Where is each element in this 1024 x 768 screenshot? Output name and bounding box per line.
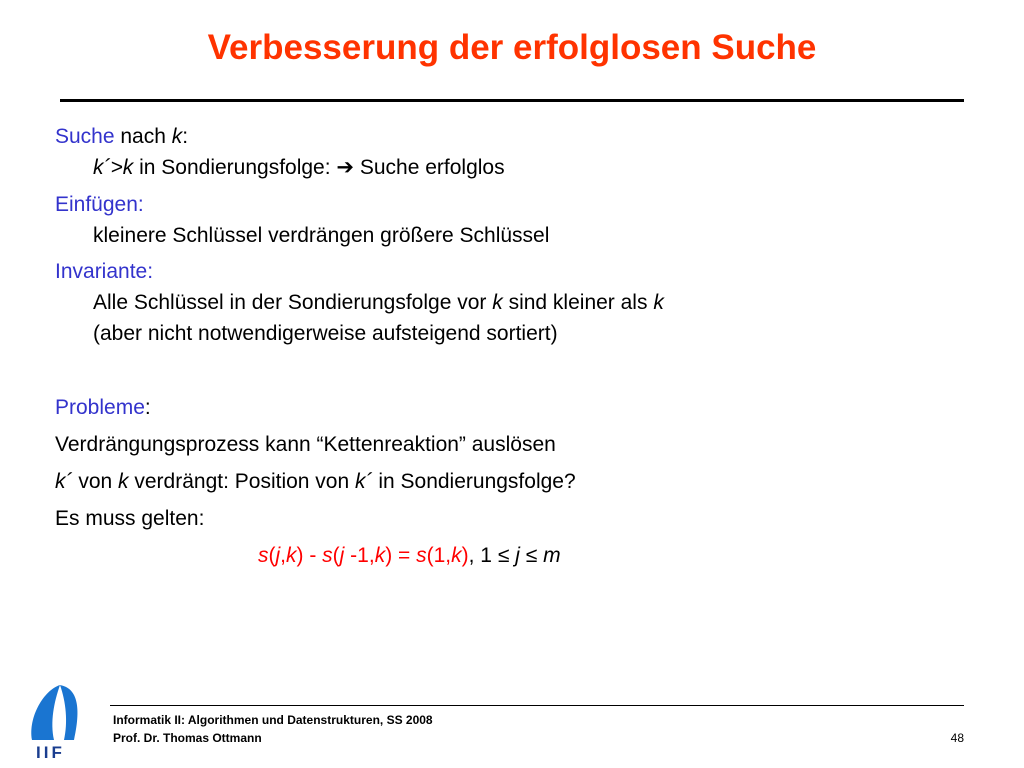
nach-text: nach [114,125,172,148]
invariante-line1 [93,290,664,316]
f-k2: k [374,544,386,567]
k-var: k [171,125,183,148]
suche-label: Suche [55,125,115,148]
p2-k2: k [118,470,129,493]
footer-divider [110,705,964,706]
p2-t3: in Sondierungsfolge? [372,470,576,493]
einfuegen-text: kleinere Schlüssel verdrängen größere Schlüssel [93,224,550,247]
einfuegen-label: Einfügen: [55,193,144,216]
inv-k2: k [653,291,664,314]
f-j3: j [515,544,520,567]
f-s2: s [322,544,333,567]
f-m: m [543,544,561,567]
f-rest2: ≤ [519,544,544,567]
suche-result-text: Suche erfolglos [354,156,505,179]
invariante-line2: (aber nicht notwendigerweise aufsteigend sortiert) [93,322,558,345]
k-compare: k´>k [93,156,134,179]
f-p6: ) [461,544,469,567]
slide-title: Verbesserung der erfolglosen Suche [207,28,817,67]
p2-k1: k´ [55,470,73,493]
probleme-label: Probleme [55,396,145,419]
page-number: 48 [950,731,964,745]
f-j1: j [275,544,281,567]
arrow-icon: ➔ [336,156,355,179]
formula [258,543,561,569]
suche-line [55,124,188,150]
f-s3: s [416,544,427,567]
probleme-colon: : [144,396,151,419]
iif-logo [24,682,104,762]
invariante-label: Invariante: [55,260,154,283]
p2-t2: verdrängt: Position von [128,470,355,493]
suche-detail-text: in Sondierungsfolge: [133,156,337,179]
formula-lhs [258,544,469,567]
inv-text1: Alle Schlüssel in der Sondierungsfolge vor [93,291,493,314]
f-s1: s [258,544,269,567]
title-divider [60,99,964,102]
f-c1: , [280,544,287,567]
probleme-line [55,395,151,421]
f-rest1: , 1 ≤ [468,544,516,567]
footer-course: Informatik II: Algorithmen und Datenstrukturen, SS 2008 [113,713,433,727]
f-j2: j [339,544,345,567]
f-p1: ( [268,544,276,567]
inv-text2: sind kleiner als [502,291,654,314]
inv-k1: k [492,291,503,314]
p2-k3: k´ [355,470,373,493]
problem-1: Verdrängungsprozess kann “Kettenreaktion” auslösen [55,433,556,456]
f-p2: ) - [296,544,323,567]
f-k1: k [286,544,297,567]
problem-2 [55,469,576,495]
f-p3: ( [332,544,340,567]
f-p4: ) = [385,544,417,567]
p2-t1: von [72,470,119,493]
formula-range [469,544,561,567]
f-k3: k [451,544,462,567]
footer-author: Prof. Dr. Thomas Ottmann [113,731,262,745]
f-m1: -1, [344,544,375,567]
f-p5: (1, [426,544,452,567]
colon: : [182,125,189,148]
suche-detail-line [93,155,505,181]
logo-text: IIF [36,743,65,762]
problem-3: Es muss gelten: [55,507,205,530]
